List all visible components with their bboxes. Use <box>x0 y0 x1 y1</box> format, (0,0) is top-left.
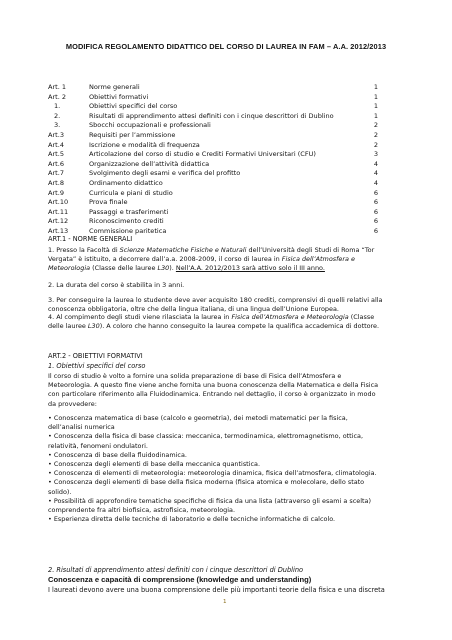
toc-page-number: 6 <box>373 217 378 226</box>
art1-paragraph-1 <box>48 246 384 274</box>
art2-subheading-2: 2. Risultati di apprendimento attesi definiti con i cinque descrittori di Dublino <box>48 566 304 574</box>
toc-page-number: 4 <box>373 169 378 178</box>
toc-article-title: Curricula e piani di studio <box>89 188 173 197</box>
bullet-item: • Conoscenza degli elementi di base della meccanica quantistica. <box>48 460 261 469</box>
toc-article-number: 3. <box>54 121 61 130</box>
toc-page-number: 4 <box>373 178 378 187</box>
text-run: ). <box>169 264 176 273</box>
paragraph-text: 3. Per conseguire la laurea lo studente deve aver acquisito 180 crediti, comprensivi di quelli relativi alla conoscenza obbligatoria, oltre che della lingua italiana, di una lingua dell’Unione Europea. <box>48 296 383 314</box>
toc-article-number: Art.9 <box>48 188 64 197</box>
italic-text: Fisica dell’Atmosfera e Meteorologia <box>48 255 355 273</box>
toc-article-number: 2. <box>54 111 61 120</box>
toc-row <box>48 131 378 141</box>
paragraph-text: Il corso di studio è volto a fornire una solida preparazione di base di Fisica dell’Atmosfera e Meteorologia. A questo fine viene anche fornita una buona conoscenza della Matematica e della Fisica con particolare riferimento alla Fluidodinamica. Entrando nel dettaglio, il corso è organizzato in modo da provvedere: <box>48 372 379 408</box>
toc-page-number: 1 <box>373 111 378 120</box>
toc-article-number: 1. <box>54 102 61 111</box>
page-number: 1 <box>223 599 227 605</box>
bullet-item: • Esperienza diretta delle tecniche di laboratorio e delle tecniche informatiche di calcolo. <box>48 515 336 524</box>
underlined-text: Nell’A.A. 2012/2013 sarà attivo solo il III anno. <box>175 264 325 273</box>
toc-article-number: Art.3 <box>48 130 64 139</box>
toc-article-title: Norme generali <box>89 83 140 91</box>
art1-heading: ART.1 - NORME GENERALI <box>48 235 133 243</box>
toc-article-title: Svolgimento degli esami e verifica del profitto <box>89 169 241 178</box>
italic-text: Fisica dell’Atmosfera e Meteorologia <box>231 313 349 321</box>
toc-article-title: Articolazione del corso di studio e Crediti Formativi Universitari (CFU) <box>89 150 316 159</box>
bullet-item: • Conoscenza di base della fluidodinamica. <box>48 450 187 459</box>
toc-article-title: Riconoscimento crediti <box>89 217 164 226</box>
toc-page-number: 2 <box>373 140 378 149</box>
toc-article-title: Risultati di apprendimento attesi definiti con i cinque descrittori di Dublino <box>89 111 334 120</box>
art2-bullet-list <box>48 414 384 524</box>
toc-row <box>48 83 378 93</box>
paragraph-text: 2. La durata del corso è stabilita in 3 anni. <box>48 281 185 289</box>
toc-row <box>48 179 378 189</box>
toc-page-number: 1 <box>373 83 378 91</box>
toc-article-number: Art.13 <box>48 226 69 235</box>
bullet-item: • Possibilità di approfondire tematiche specifiche di fisica da una lista (attraverso gli esami a scelta) comprendente fra altri biofisica, astrofisica, meteorologia. <box>48 496 371 515</box>
toc-article-title: Requisiti per l’ammissione <box>89 130 176 139</box>
toc-page-number: 6 <box>373 207 378 216</box>
toc-article-title: Commissione paritetica <box>89 226 167 235</box>
text-run: 4. Al compimento degli studi viene rilasciata la laurea in <box>48 313 232 321</box>
toc-article-number: Art. 2 <box>48 92 67 101</box>
toc-article-title: Obiettivi specifici del corso <box>89 102 178 111</box>
bullet-item: • Conoscenza matematica di base (calcolo e geometria), dei metodi matematici per la fisica, dell’analisi numerica <box>48 414 348 432</box>
toc-article-number: Art.12 <box>48 217 69 226</box>
art2-subheading-1: 1. Obiettivi specifici del corso <box>48 362 146 370</box>
document-title: MODIFICA REGOLAMENTO DIDATTICO DEL CORSO DI LAUREA IN FAM – A.A. 2012/2013 <box>65 42 387 51</box>
toc-article-title: Sbocchi occupazionali e professionali <box>89 121 211 130</box>
art1-paragraph-3 <box>48 296 384 314</box>
art1-paragraph-4 <box>48 313 384 331</box>
toc-row <box>48 208 378 218</box>
toc-article-number: Art.6 <box>48 159 64 168</box>
art1-paragraph-2 <box>48 281 384 290</box>
toc-article-title: Ordinamento didattico <box>89 178 163 187</box>
toc-page-number: 2 <box>373 130 378 139</box>
italic-text: L30 <box>157 264 170 273</box>
toc-row <box>48 102 378 112</box>
toc-article-number: Art. 1 <box>48 83 67 91</box>
toc-article-title: Organizzazione dell’attività didattica <box>89 159 210 168</box>
toc-row <box>48 93 378 103</box>
bullet-item: • Conoscenza della fisica di base classica: meccanica, termodinamica, elettromagnetismo, ottica, relatività, fenomeni ondulatori. <box>48 432 364 450</box>
art2-heading: ART.2 - OBIETTIVI FORMATIVI <box>48 352 143 360</box>
toc-article-number: Art.10 <box>48 198 69 207</box>
toc-article-number: Art.5 <box>48 150 64 159</box>
toc-row <box>48 217 378 227</box>
toc-row <box>48 198 378 208</box>
italic-text: L30 <box>87 322 100 331</box>
knowledge-heading: Conoscenza e capacità di comprensione (knowledge and understanding) <box>48 575 312 584</box>
toc-row <box>48 121 378 131</box>
toc-page-number: 6 <box>373 188 378 197</box>
toc-row <box>48 112 378 122</box>
text-run: ). A coloro che hanno conseguito la laurea compete la qualifica accademica di dottore. <box>99 322 380 331</box>
toc-article-title: Obiettivi formativi <box>89 92 149 101</box>
italic-text: Scienze Matematiche Fisiche e Naturali <box>119 246 247 254</box>
art2-intro <box>48 372 384 409</box>
toc-row <box>48 189 378 199</box>
toc-article-title: Passaggi e trasferimenti <box>89 207 169 216</box>
toc-article-number: Art.7 <box>48 169 64 178</box>
text-run: dell’Università degli Studi di Roma “Tor Vergata” è istituito, a decorrere dall’a.a. 2008-2009, il corso di laurea in <box>48 246 375 264</box>
bullet-item: • Conoscenza di elementi di meteorologia: meteorologia dinamica, fisica dell’atmosfera, climatologia. <box>48 469 377 478</box>
text-run: (Classe delle lauree <box>48 313 375 331</box>
toc-article-number: Art.4 <box>48 140 64 149</box>
table-of-contents <box>48 83 378 237</box>
toc-page-number: 1 <box>373 92 378 101</box>
toc-page-number: 2 <box>373 121 378 130</box>
toc-page-number: 1 <box>373 102 378 111</box>
toc-row <box>48 150 378 160</box>
toc-article-number: Art.11 <box>48 207 69 216</box>
text-run: 1. Presso la Facoltà di <box>48 246 120 254</box>
toc-page-number: 6 <box>373 226 378 235</box>
toc-row <box>48 160 378 170</box>
toc-article-title: Prova finale <box>89 198 128 207</box>
toc-article-number: Art.8 <box>48 178 64 187</box>
toc-article-title: Iscrizione e modalità di frequenza <box>89 140 200 149</box>
last-line: I laureati devono avere una buona comprensione delle più importanti teorie della fisica e una discreta <box>48 586 385 594</box>
toc-row <box>48 169 378 179</box>
toc-page-number: 6 <box>373 198 378 207</box>
toc-page-number: 4 <box>373 159 378 168</box>
toc-row <box>48 141 378 151</box>
bullet-item: • Conoscenza degli elementi di base della fisica moderna (fisica atomica e molecolare, dello stato solido). <box>48 478 365 496</box>
toc-page-number: 3 <box>373 150 378 159</box>
text-run: (Classe delle lauree <box>90 264 158 273</box>
